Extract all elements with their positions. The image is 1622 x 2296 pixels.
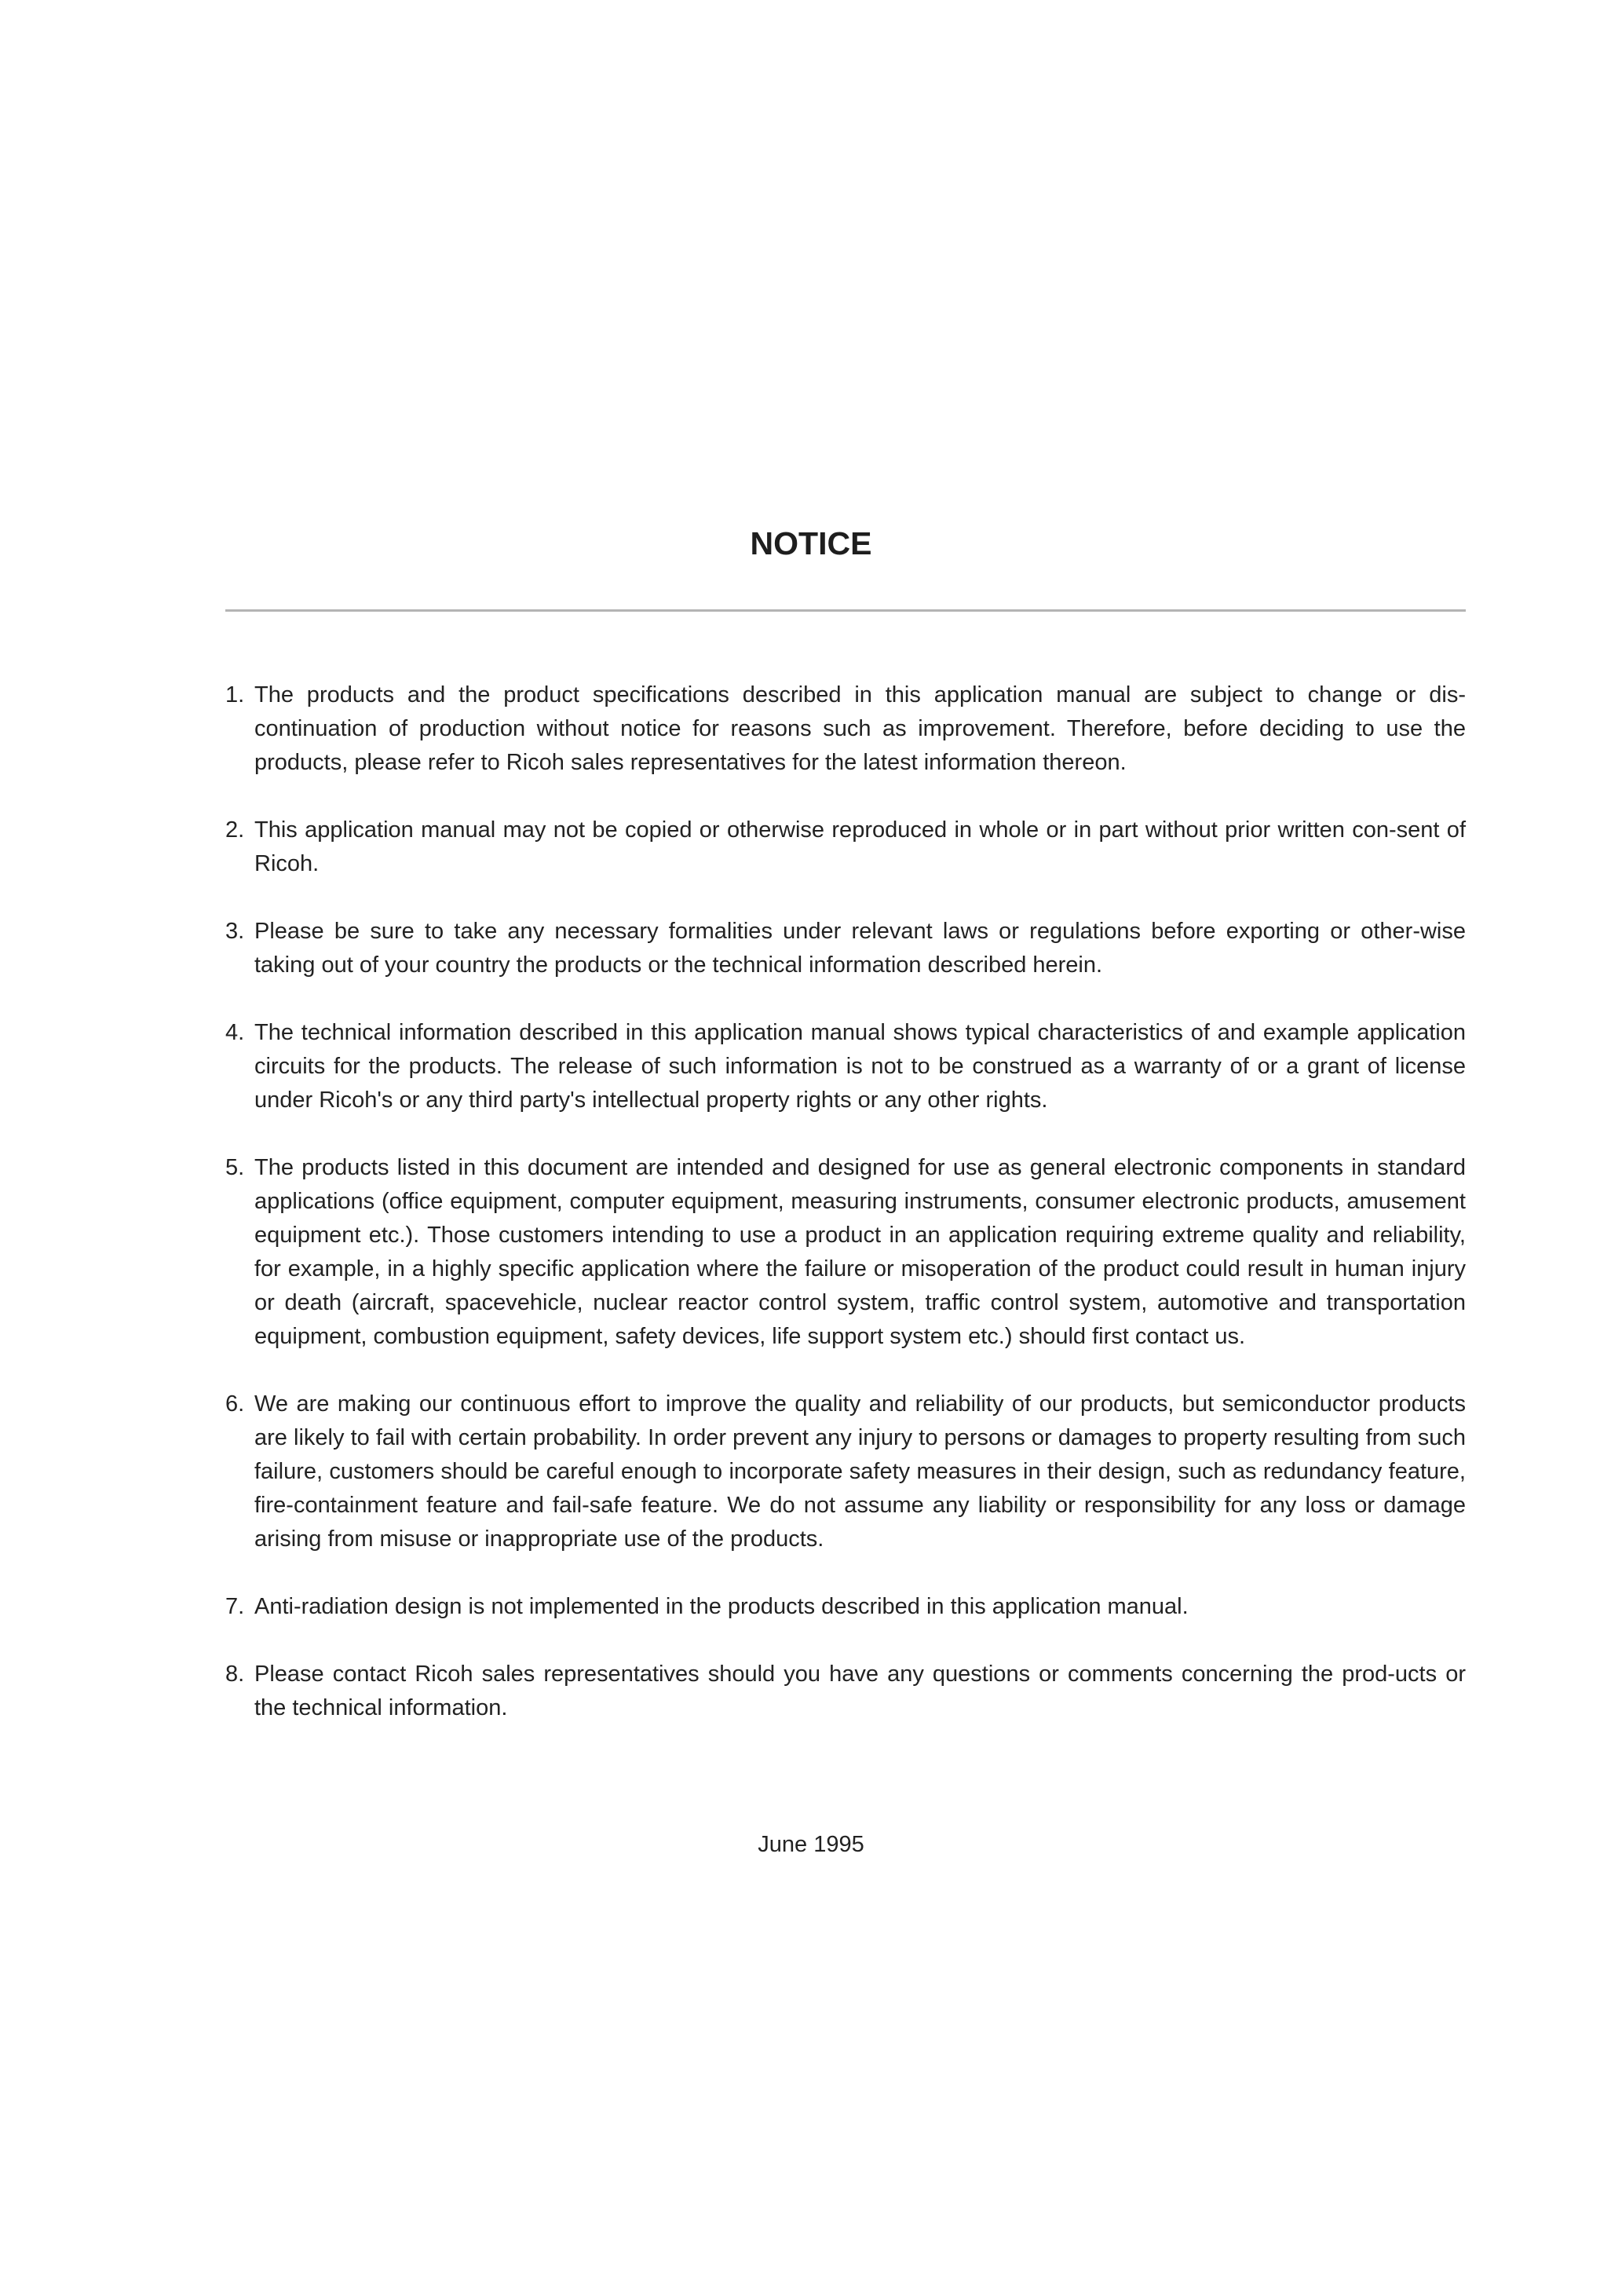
notice-text: Anti-radiation design is not implemented in the products described in this application manual.: [254, 1594, 1189, 1619]
notice-item-8: [225, 1658, 1466, 1725]
notice-item-5: [225, 1151, 1466, 1354]
notice-date: June 1995: [758, 1832, 864, 1857]
notice-text: The technical information described in this application manual shows typical characteristics of and example application circuits for the products. The release of such information is not to be construed as a warranty of or a grant of license under Ricoh's or any third party's intellectual property rights or any other rights.: [254, 1020, 1466, 1113]
notice-number: 3.: [225, 919, 245, 944]
notice-text: We are making our continuous effort to improve the quality and reliability of our products, but semiconductor products are likely to fail with certain probability. In order prevent any injury to persons or damages to property resulting from such failure, customers should be careful enough to incorporate safety measures in their design, such as redundancy feature, fire-containment feature and fail-safe feature. We do not assume any liability or responsibility for any loss or damage arising from misuse or inappropriate use of the products.: [254, 1391, 1466, 1552]
notice-number: 1.: [225, 682, 245, 707]
notice-text: The products listed in this document are intended and designed for use as general electronic components in standard applications (office equipment, computer equipment, measuring instruments, consumer electronic products, amusement equipment etc.). Those customers intending to use a product in an application requiring extreme quality and reliability, for example, in a highly specific application where the failure or misoperation of the product could result in human injury or death (aircraft, spacevehicle, nuclear reactor control system, traffic control system, automotive and transportation equipment, combustion equipment, safety devices, life support system etc.) should first contact us.: [254, 1155, 1466, 1349]
title-divider: [225, 609, 1466, 612]
notice-text: Please contact Ricoh sales representatives should you have any questions or comments concerning the prod-ucts or the technical information.: [254, 1662, 1466, 1720]
notice-item-6: [225, 1387, 1466, 1556]
notice-item-3: [225, 915, 1466, 982]
notice-number: 7.: [225, 1594, 245, 1619]
page-title: NOTICE: [750, 525, 872, 561]
notice-text: Please be sure to take any necessary formalities under relevant laws or regulations before exporting or other-wise taking out of your country the products or the technical information described herein.: [254, 919, 1466, 978]
notice-text: The products and the product specifications described in this application manual are subject to change or dis-continuation of production without notice for reasons such as improvement. Therefore, before deciding to use the products, please refer to Ricoh sales representatives for the latest information thereon.: [254, 682, 1466, 775]
notice-number: 8.: [225, 1662, 245, 1687]
notice-number: 2.: [225, 817, 245, 843]
notice-number: 5.: [225, 1155, 245, 1180]
notice-number: 4.: [225, 1020, 245, 1045]
notice-item-1: [225, 678, 1466, 780]
notice-list: [225, 678, 1466, 1759]
notice-number: 6.: [225, 1391, 245, 1417]
notice-item-7: [225, 1590, 1466, 1624]
notice-item-2: [225, 813, 1466, 881]
notice-text: This application manual may not be copied or otherwise reproduced in whole or in part without prior written con-sent of Ricoh.: [254, 817, 1466, 876]
notice-item-4: [225, 1016, 1466, 1117]
